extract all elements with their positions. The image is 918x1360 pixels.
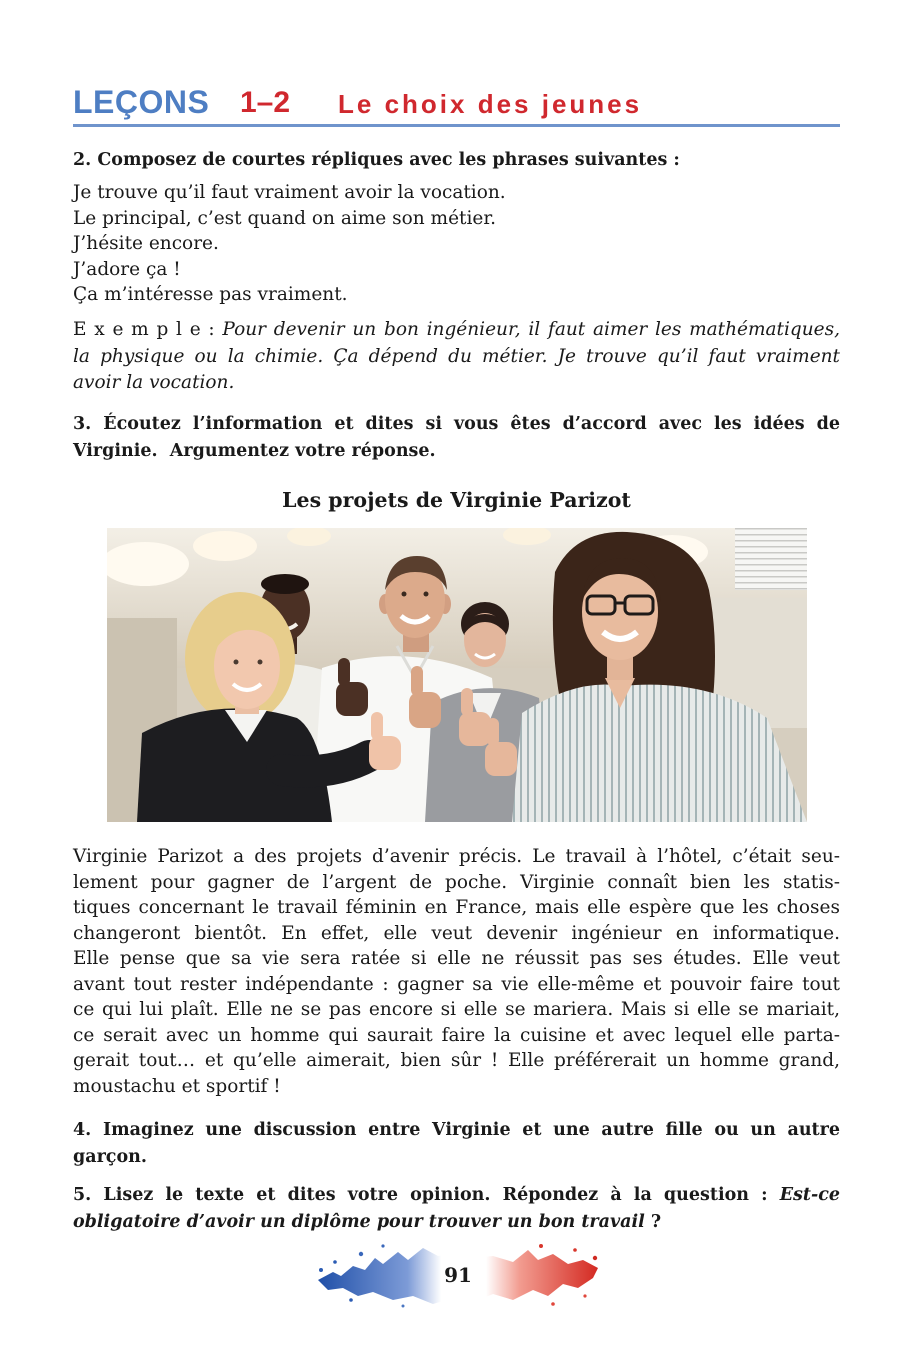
exercise-number: 4. xyxy=(73,1120,92,1140)
question-text: obligatoire d’avoir un diplôme pour trouver un bon travail xyxy=(73,1211,645,1232)
phrase-item: J’hésite encore. xyxy=(73,233,219,254)
phrase-item: Je trouve qu’il faut vraiment avoir la vocation. xyxy=(73,182,506,203)
exercise-number: 2. xyxy=(73,150,92,170)
exercise-5-instruction xyxy=(73,1182,840,1235)
header-rule xyxy=(73,124,840,127)
phrase-item: Le principal, c’est quand on aime son métier. xyxy=(73,207,497,229)
lesson-title: Le choix des jeunes xyxy=(338,89,643,119)
reading-line: lement pour gagner de l’argent de poche. Virginie connaît bien les statis- xyxy=(73,871,840,893)
example-label: E x e m p l e : xyxy=(73,319,215,340)
ceiling-vent xyxy=(735,528,807,590)
example-line: Pour devenir un bon ingénieur, il faut aimer les mathématiques, xyxy=(222,319,840,340)
lesson-range: 1–2 xyxy=(240,86,291,119)
phrase-list xyxy=(73,180,840,308)
phrase-item: Ça m’intéresse pas vraiment. xyxy=(73,284,348,305)
question-text: Est-ce xyxy=(779,1185,841,1205)
question-mark: ? xyxy=(650,1211,662,1232)
exercise-text: Composez de courtes répliques avec les phrases suivantes : xyxy=(97,150,680,170)
reading-line: moustachu et sportif ! xyxy=(73,1075,281,1097)
photo-illustration xyxy=(107,528,807,822)
reading-line: Elle pense que sa vie sera ratée si elle ne réussit pas ses études. Elle veut xyxy=(73,948,840,969)
exercise-text: garçon. xyxy=(73,1146,147,1167)
exercise-4-instruction xyxy=(73,1117,840,1170)
page-number: 91 xyxy=(444,1263,472,1287)
exercise-text: Virginie. Argumentez votre réponse. xyxy=(73,441,436,461)
exercise-number: 5. xyxy=(73,1185,92,1205)
exercise-text: Écoutez l’information et dites si vous êtes d’accord avec les idées de xyxy=(103,414,840,434)
reading-line: Virginie Parizot a des projets d’avenir précis. Le travail à l’hôtel, c’était seu- xyxy=(73,846,840,867)
example-paragraph xyxy=(73,317,840,397)
exercise-text: Imaginez une discussion entre Virginie et une autre fille ou un autre xyxy=(102,1120,840,1140)
reading-line: ce serait avec un homme qui saurait faire la cuisine et avec lequel elle parta- xyxy=(73,1024,840,1046)
reading-title: Les projets de Virginie Parizot xyxy=(282,488,631,512)
reading-line: changeront bientôt. En effet, elle veut devenir ingénieur en informatique. xyxy=(73,922,840,944)
group-photo xyxy=(107,528,807,822)
exercise-2-instruction xyxy=(73,147,840,173)
reading-line: avant tout rester indépendante : gagner sa vie elle-même et pouvoir faire tout xyxy=(73,973,840,995)
reading-line: ce qui lui plaît. Elle ne se pas encore si elle se mariera. Mais si elle se mariait, xyxy=(73,999,840,1020)
exercise-text: Lisez le texte et dites votre opinion. Répondez à la question : xyxy=(103,1185,768,1205)
reading-paragraph xyxy=(73,844,840,1099)
lessons-label: LEÇONS xyxy=(73,84,210,120)
exercise-3-instruction xyxy=(73,411,840,465)
reading-line: gerait tout… et qu’elle aimerait, bien sûr ! Elle préférerait un homme grand, xyxy=(73,1050,840,1071)
example-line: la physique ou la chimie. Ça dépend du métier. Je trouve qu’il faut vraiment xyxy=(73,345,840,367)
exercise-number: 3. xyxy=(73,414,92,434)
reading-line: tiques concernant le travail féminin en France, mais elle espère que les choses xyxy=(73,897,840,918)
phrase-item: J’adore ça ! xyxy=(73,258,181,280)
example-line: avoir la vocation. xyxy=(73,372,235,393)
